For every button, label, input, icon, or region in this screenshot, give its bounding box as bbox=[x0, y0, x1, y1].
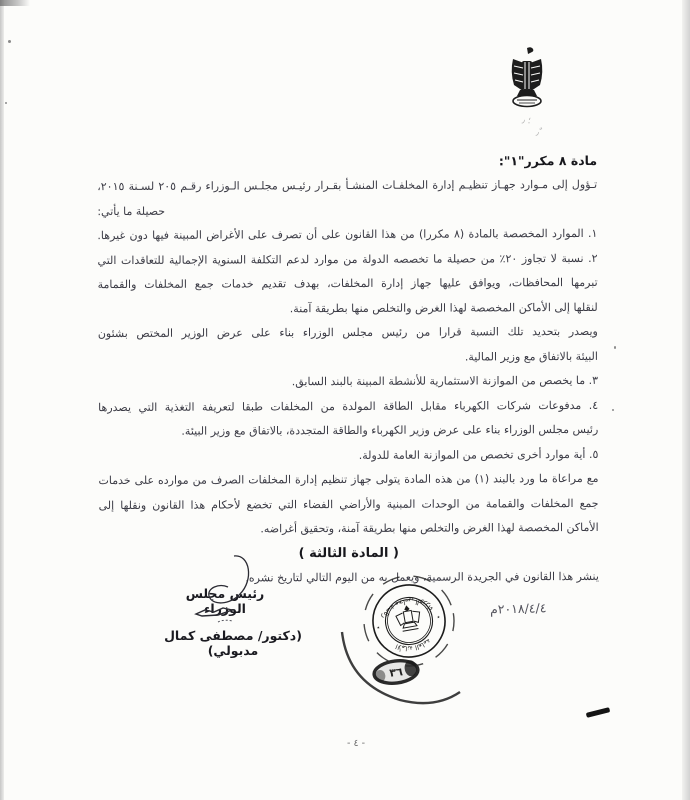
scan-artifact bbox=[5, 102, 7, 104]
clause-4-tail: رئيس مجلس الوزراء بناء على عرض وزير الكهرباء والطاقة المتجددة، بالاتفاق مع وزير البيئة. bbox=[181, 422, 599, 438]
stamp-eagle-icon bbox=[395, 604, 423, 632]
clause-3: ٣. ما يخصص من الموازنة الاستثمارية للأنشطة المبينة بالبند السابق. bbox=[291, 373, 599, 389]
scan-artifact bbox=[8, 40, 11, 43]
article-8bis-title: مادة ٨ مكرر"١": bbox=[498, 152, 598, 169]
intro-tail-line: حصيلة ما يأتي: bbox=[97, 204, 166, 218]
stamp-ring-bottom-text: الأمانة العامة bbox=[394, 636, 433, 653]
egypt-eagle-emblem-icon bbox=[506, 46, 548, 108]
signature-title: رئيس مجلس الوزراء bbox=[185, 586, 265, 616]
decree-tail: البيئة بالاتفاق مع وزير المالية. bbox=[464, 349, 598, 363]
clause-5: ٥. أية موارد أخرى تخصص من الموازنة العامة للدولة. bbox=[358, 447, 599, 462]
svg-text:٭: ٭ bbox=[376, 624, 381, 632]
stamp-number: ٣٦ bbox=[388, 665, 404, 680]
handwritten-date: ٢٠١٨/٤/٤م bbox=[489, 600, 547, 617]
closing-paragraph: مع مراعاة ما ورد بالبند (١) من هذه المادة يتولى جهاز تنظيم إدارة المخلفات الصرف من موارده على خدمات جمع المخلفات والقمامة من الوحدات المبنية والأراضي الفضاء التي تخضع لأحكام هذا القانون ونقلها إلى bbox=[98, 471, 599, 512]
stamp-ring-top-text: رئاسة مجلس الوزراء bbox=[379, 596, 435, 621]
closing-tail: الأماكن المخصصة لهذا الغرض والتخلص منها بطريقة آمنة، وتحقيق أغراضه. bbox=[260, 520, 599, 536]
scan-artifact bbox=[612, 409, 614, 411]
svg-text:٭: ٭ bbox=[436, 613, 441, 622]
signature-name: (دكتور/ مصطفى كمال مدبولي) bbox=[164, 628, 302, 658]
decree-paragraph: ويصدر بتحديد تلك النسبة قرارا من رئيس مجلس الوزراء بناء على عرض الوزير المختص بشئون bbox=[97, 324, 598, 341]
clause-4: ٤. مدفوعات شركات الكهرباء مقابل الطاقة المولدة من المخلفات طبقا لتعريفة التغذية التي يصدرها bbox=[98, 398, 599, 414]
page-number: - ٤ - bbox=[346, 738, 365, 749]
scan-artifact bbox=[0, 0, 30, 6]
clause-1: ١. الموارد المخصصة بالمادة (٨ مكررا) من هذا القانون على أن تصرف على الأغراض المبينة فيها دون غيرها. bbox=[97, 226, 598, 243]
scan-edge-right bbox=[682, 0, 690, 800]
official-round-stamp bbox=[338, 560, 480, 712]
clause-2: ٢. نسبة لا تجاوز ٢٠٪ من حصيلة ما تخصصه الدولة من موارد لدعم التكلفة السنوية الإجمالية للتعاقدات التي تبرمها المحافظات، ويوافق عليها جهاز إدارة المخلفات، بهدف تقديم خدمات جمع المخلفات والقمامة bbox=[97, 251, 598, 292]
article-3-heading: ( المادة الثالثة ) bbox=[298, 545, 400, 561]
pencil-mark: ٫ ٌ bbox=[535, 127, 543, 139]
ink-mark bbox=[586, 707, 610, 718]
publication-line: ينشر هذا القانون في الجريدة الرسمية، ويعمل به من اليوم التالي لتاريخ نشره. bbox=[245, 569, 599, 585]
intro-paragraph: تـؤول إلى مـوارد جهـاز تنظيـم إدارة المخلفـات المنشـأ بقـرار رئيـس مجلـس الـوزراء رقـم ٢٠٥ لسـنة ٢٠١٥، bbox=[97, 177, 598, 194]
oval-number-stamp bbox=[373, 658, 419, 685]
scan-edge-left bbox=[0, 0, 4, 800]
scan-artifact bbox=[614, 346, 616, 349]
signature-flourish-icon bbox=[188, 552, 262, 630]
document-body bbox=[97, 149, 599, 592]
clause-2-tail: لنقلها إلى الأماكن المخصصة لهذا الغرض والتخلص منها بطريقة آمنة. bbox=[289, 300, 598, 315]
pencil-mark: ؛ ٫ bbox=[521, 115, 532, 127]
